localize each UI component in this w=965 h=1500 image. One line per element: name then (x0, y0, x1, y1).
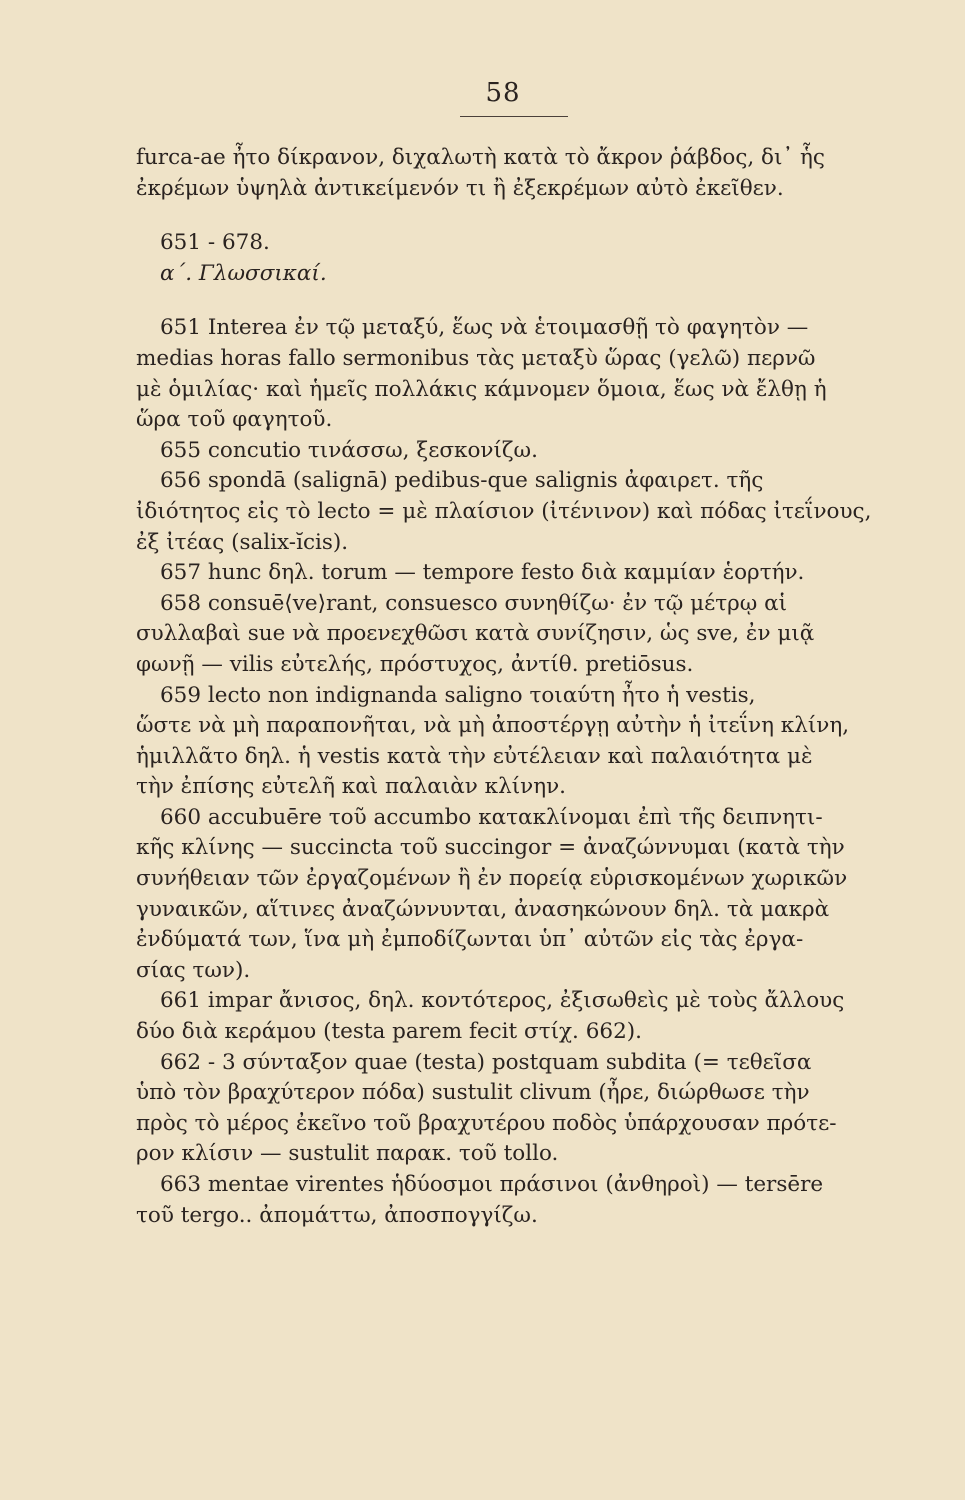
text-line: 660 accubuēre τοῦ accumbo κατακλίνομαι ἐπὶ τῆς δειπνητι- (160, 804, 823, 830)
text-line: ρον κλίσιν — sustulit παρακ. τοῦ tollo. (136, 1141, 559, 1167)
page-number: 58 (485, 78, 521, 108)
text-line: ἰδιότητος εἰς τὸ lecto = μὲ πλαίσιον (ἰτένινον) καὶ πόδας ἰτεΐνους, (136, 498, 872, 524)
text-line: τοῦ tergo.. ἀπομάττω, ἀποσπογγίζω. (136, 1202, 538, 1228)
text-line: ἐξ ἰτέας (salix-ĭcis). (136, 529, 349, 555)
text-line: 659 lecto non indignanda saligno τοιαύτη ἦτο ἡ vestis, (160, 682, 756, 708)
page-number-rule (460, 116, 568, 117)
text-line: ὑπὸ τὸν βραχύτερον πόδα) sustulit clivum (ἦρε, διώρθωσε τὴν (136, 1080, 810, 1106)
text-line: 662 - 3 σύνταξον quae (testa) postquam subdita (= τεθεῖσα (160, 1049, 812, 1075)
text-line: 656 spondā (salignā) pedibus-que salignis ἀφαιρετ. τῆς (160, 468, 764, 494)
text-line: medias horas fallo sermonibus τὰς μεταξὺ ὥρας (γελῶ) περνῶ (136, 345, 816, 371)
text-line: γυναικῶν, αἵτινες ἀναζώννυνται, ἀνασηκώνουν δηλ. τὰ μακρὰ (136, 896, 830, 922)
text-line: 655 concutio τινάσσω, ξεσκονίζω. (160, 437, 538, 463)
text-line: 661 impar ἄνισος, δηλ. κοντότερος, ἐξισωθεὶς μὲ τοὺς ἄλλους (160, 988, 845, 1014)
text-line: 651 Interea ἐν τῷ μεταξύ, ἕως νὰ ἑτοιμασθῇ τὸ φαγητὸν — (160, 315, 809, 341)
text-line: δύο διὰ κεράμου (testa parem fecit στίχ. 662). (136, 1019, 642, 1045)
text-line: συνήθειαν τῶν ἐργαζομένων ἢ ἐν πορείᾳ εὑρισκομένων χωρικῶν (136, 866, 848, 892)
text-line: σίας των). (136, 957, 251, 983)
text-line: α΄. Γλωσσικαί. (160, 260, 327, 286)
text-line: ἡμιλλᾶτο δηλ. ἡ vestis κατὰ τὴν εὐτέλειαν καὶ παλαιότητα μὲ (136, 743, 813, 769)
text-line: 658 consuē⟨ve⟩rant, consuesco συνηθίζω· ἐν τῷ μέτρῳ αἱ (160, 590, 788, 616)
text-line: τὴν ἐπίσης εὐτελῆ καὶ παλαιὰν κλίνην. (136, 774, 567, 800)
text-line: συλλαβαὶ sue νὰ προενεχθῶσι κατὰ συνίζησιν, ὡς sve, ἐν μιᾷ (136, 621, 815, 647)
text-line: furca-ae ἦτο δίκρανον, διχαλωτὴ κατὰ τὸ ἄκρον ῥάβδος, δι᾽ ἧς (136, 145, 825, 170)
text-line: πρὸς τὸ μέρος ἐκεῖνο τοῦ βραχυτέρου ποδὸς ὑπάρχουσαν πρότε- (136, 1110, 837, 1136)
text-line: ὥστε νὰ μὴ παραπονῆται, νὰ μὴ ἀποστέργῃ αὐτὴν ἡ ἰτεΐνη κλίνη, (136, 713, 850, 739)
text-line: 657 hunc δηλ. torum — tempore festo διὰ καμμίαν ἑορτήν. (160, 560, 805, 586)
text-line: ἐνδύματά των, ἵνα μὴ ἐμποδίζωνται ὑπ᾽ αὐτῶν εἰς τὰς ἐργα- (136, 927, 804, 953)
text-line: ἐκρέμων ὑψηλὰ ἀντικείμενόν τι ἢ ἐξεκρέμων αὐτὸ ἐκεῖθεν. (136, 175, 784, 201)
text-line: φωνῇ — vilis εὐτελής, πρόστυχος, ἀντίθ. pretiōsus. (136, 651, 694, 677)
text-line: 651 - 678. (160, 230, 270, 256)
text-line: 663 mentae virentes ἡδύοσμοι πράσινοι (ἀνθηροὶ) — tersēre (160, 1172, 824, 1197)
text-line: ὥρα τοῦ φαγητοῦ. (136, 407, 333, 433)
commentary-text (136, 143, 896, 1231)
text-line: κῆς κλίνης — succincta τοῦ succingor = ἀναζώννυμαι (κατὰ τὴν (136, 835, 845, 861)
text-line: μὲ ὁμιλίας· καὶ ἡμεῖς πολλάκις κάμνομεν ὅμοια, ἕως νὰ ἔλθῃ ἡ (136, 376, 827, 402)
